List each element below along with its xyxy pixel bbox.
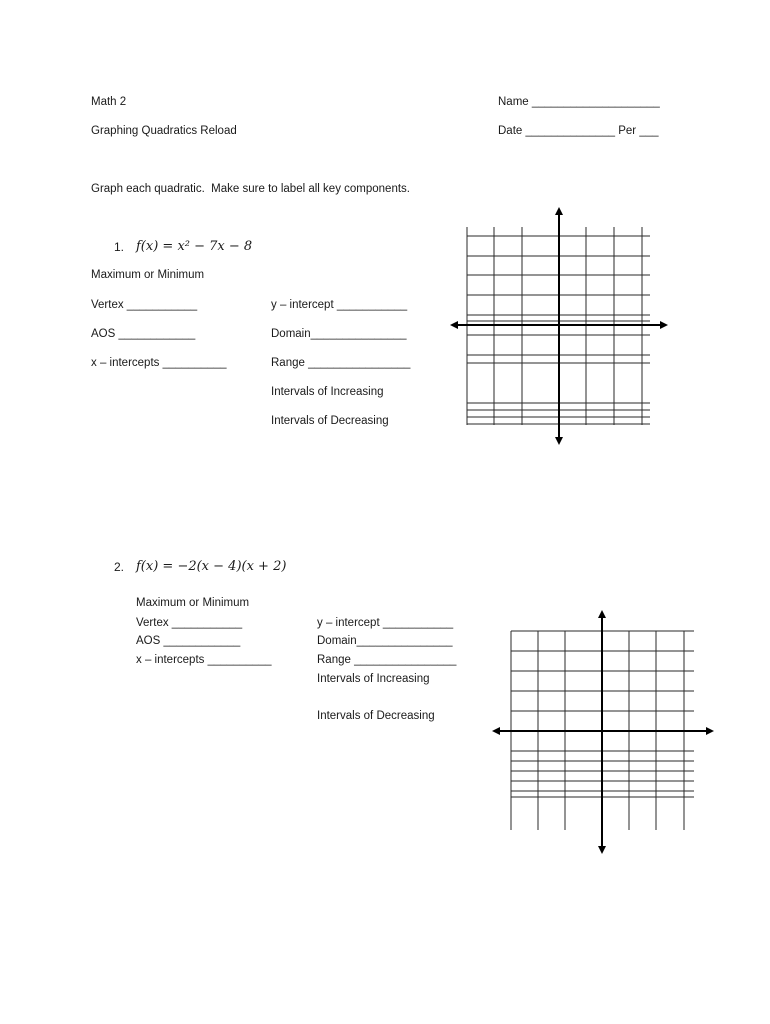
x-axis-right-arrow-icon xyxy=(660,321,668,329)
problem-2-equation: f(x) = −2(x − 4)(x + 2) xyxy=(136,559,287,574)
problem-2-coordinate-grid[interactable] xyxy=(490,608,716,856)
problem-1-coordinate-grid[interactable] xyxy=(448,205,670,447)
y-axis-down-arrow-icon xyxy=(598,846,606,854)
course-title: Math 2 xyxy=(91,96,127,108)
problem-2-aos-field[interactable]: AOS ____________ xyxy=(136,635,241,647)
problem-1-increasing: Intervals of Increasing xyxy=(271,386,384,398)
problem-2-x-intercepts-field[interactable]: x – intercepts __________ xyxy=(136,654,272,666)
y-axis-up-arrow-icon xyxy=(598,610,606,618)
problem-2-increasing: Intervals of Increasing xyxy=(317,673,430,685)
problem-1-x-intercepts-field[interactable]: x – intercepts __________ xyxy=(91,357,227,369)
problem-1-aos-field[interactable]: AOS ____________ xyxy=(91,328,196,340)
y-axis-up-arrow-icon xyxy=(555,207,563,215)
problem-1-range-field[interactable]: Range ________________ xyxy=(271,357,411,369)
x-axis-right-arrow-icon xyxy=(706,727,714,735)
problem-2-decreasing: Intervals of Decreasing xyxy=(317,710,435,722)
problem-2-max-min: Maximum or Minimum xyxy=(136,597,250,609)
problem-1-vertex-field[interactable]: Vertex ___________ xyxy=(91,299,198,311)
problem-2-domain-field[interactable]: Domain_______________ xyxy=(317,635,453,647)
instructions: Graph each quadratic. Make sure to label all key components. xyxy=(91,183,410,195)
problem-1-max-min: Maximum or Minimum xyxy=(91,269,205,281)
problem-1-number: 1. xyxy=(114,240,125,254)
x-axis-left-arrow-icon xyxy=(492,727,500,735)
worksheet-title: Graphing Quadratics Reload xyxy=(91,125,237,137)
problem-1-decreasing: Intervals of Decreasing xyxy=(271,415,389,427)
date-period-field[interactable]: Date ______________ Per ___ xyxy=(498,125,659,137)
name-field[interactable]: Name ____________________ xyxy=(498,96,660,108)
problem-1-domain-field[interactable]: Domain_______________ xyxy=(271,328,407,340)
problem-1-y-intercept-field[interactable]: y – intercept ___________ xyxy=(271,299,408,311)
problem-2-vertex-field[interactable]: Vertex ___________ xyxy=(136,617,243,629)
x-axis-left-arrow-icon xyxy=(450,321,458,329)
y-axis-down-arrow-icon xyxy=(555,437,563,445)
problem-2-y-intercept-field[interactable]: y – intercept ___________ xyxy=(317,617,454,629)
problem-2-range-field[interactable]: Range ________________ xyxy=(317,654,457,666)
problem-1-equation: f(x) = x² − 7x − 8 xyxy=(136,239,253,254)
problem-2-number: 2. xyxy=(114,560,125,574)
